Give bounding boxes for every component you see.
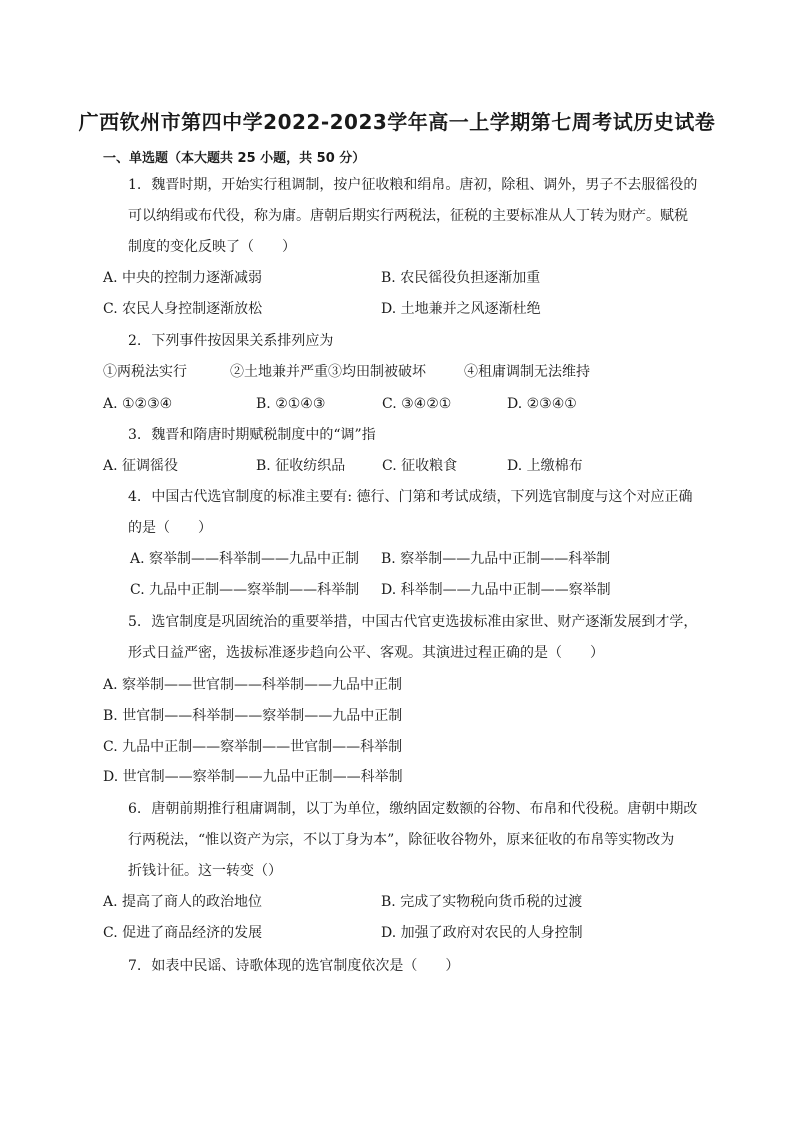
option-a[interactable]: A. 察举制——世官制——科举制——九品中正制 [103, 677, 403, 693]
option-b[interactable]: B. 世官制——科举制——察举制——九品中正制 [103, 708, 403, 724]
option-a[interactable]: A. 察举制——科举制——九品中正制 [130, 551, 360, 567]
option-c[interactable]: C. ③④②① [382, 396, 452, 412]
question-number: 6. [128, 801, 142, 817]
option-b[interactable]: B. 征收纺织品 [256, 458, 346, 474]
option-a[interactable]: A. ①②③④ [103, 396, 173, 412]
question-number: 2. [128, 333, 142, 349]
option-a[interactable]: A. 中央的控制力逐渐减弱 [103, 270, 263, 286]
question-1-line-2: 可以纳绢或布代役，称为庸。唐朝后期实行两税法，征税的主要标准从人丁转为财产。赋税 [128, 208, 688, 224]
question-4-line-2: 的是（ ） [128, 520, 212, 536]
question-6-line-2: 行两税法，“惟以资产为宗，不以丁身为本”，除征收谷物外，原来征收的布帛等实物改为 [128, 832, 675, 848]
question-1-line-3: 制度的变化反映了（ ） [128, 239, 296, 255]
question-5-line-1: 5. 选官制度是巩固统治的重要举措，中国古代官吏选拔标准由家世、财产逐渐发展到才学， [128, 614, 698, 630]
event-item-2-3: ②土地兼并严重③均田制被破坏 [230, 364, 426, 380]
option-c[interactable]: C. 农民人身控制逐渐放松 [103, 301, 263, 317]
option-c[interactable]: C. 九品中正制——察举制——科举制 [130, 582, 360, 598]
question-2-line-1: 2. 下列事件按因果关系排列应为 [128, 333, 334, 349]
event-item-1: ①两税法实行 [103, 364, 187, 380]
question-number: 5. [128, 614, 142, 630]
exam-title: 广西钦州市第四中学2022-2023学年高一上学期第七周考试历史试卷 [78, 110, 716, 134]
option-d[interactable]: D. 科举制——九品中正制——察举制 [381, 582, 611, 598]
option-b[interactable]: B. 农民徭役负担逐渐加重 [381, 270, 541, 286]
option-d[interactable]: D. 上缴棉布 [507, 458, 583, 474]
option-a[interactable]: A. 提高了商人的政治地位 [103, 894, 263, 910]
question-number: 1. [128, 177, 142, 193]
option-d[interactable]: D. 世官制——察举制——九品中正制——科举制 [103, 769, 403, 785]
question-number: 3. [128, 427, 142, 443]
option-d[interactable]: D. ②③④① [507, 396, 577, 412]
question-number: 4. [128, 489, 142, 505]
option-d[interactable]: D. 加强了政府对农民的人身控制 [381, 925, 583, 941]
question-6-line-3: 折钱计征。这一转变（） [128, 863, 282, 879]
question-4-line-1: 4. 中国古代选官制度的标准主要有: 德行、门第和考试成绩，下列选官制度与这个对应正确 [128, 489, 693, 505]
option-c[interactable]: C. 促进了商品经济的发展 [103, 925, 263, 941]
question-3-line-1: 3. 魏晋和隋唐时期赋税制度中的“调”指 [128, 427, 376, 443]
question-6-line-1: 6. 唐朝前期推行租庸调制，以丁为单位，缴纳固定数额的谷物、布帛和代役税。唐朝中期改 [128, 801, 698, 817]
option-d[interactable]: D. 土地兼并之风逐渐杜绝 [381, 301, 541, 317]
question-1-line-1: 1. 魏晋时期，开始实行租调制，按户征收粮和绢帛。唐初，除租、调外，男子不去服徭役的 [128, 177, 698, 193]
event-item-4: ④租庸调制无法维持 [464, 364, 590, 380]
option-c[interactable]: C. 九品中正制——察举制——世官制——科举制 [103, 739, 403, 755]
option-b[interactable]: B. ②①④③ [256, 396, 326, 412]
option-b[interactable]: B. 察举制——九品中正制——科举制 [381, 551, 611, 567]
section-heading: 一、单选题（本大题共 25 小题，共 50 分） [103, 151, 366, 166]
option-b[interactable]: B. 完成了实物税向货币税的过渡 [381, 894, 583, 910]
question-number: 7. [128, 958, 142, 974]
question-7-line-1: 7. 如表中民谣、诗歌体现的选官制度依次是（ ） [128, 958, 460, 974]
option-a[interactable]: A. 征调徭役 [103, 458, 179, 474]
option-c[interactable]: C. 征收粮食 [382, 458, 458, 474]
question-5-line-2: 形式日益严密，选拔标准逐步趋向公平、客观。其演进过程正确的是（ ） [128, 645, 604, 661]
